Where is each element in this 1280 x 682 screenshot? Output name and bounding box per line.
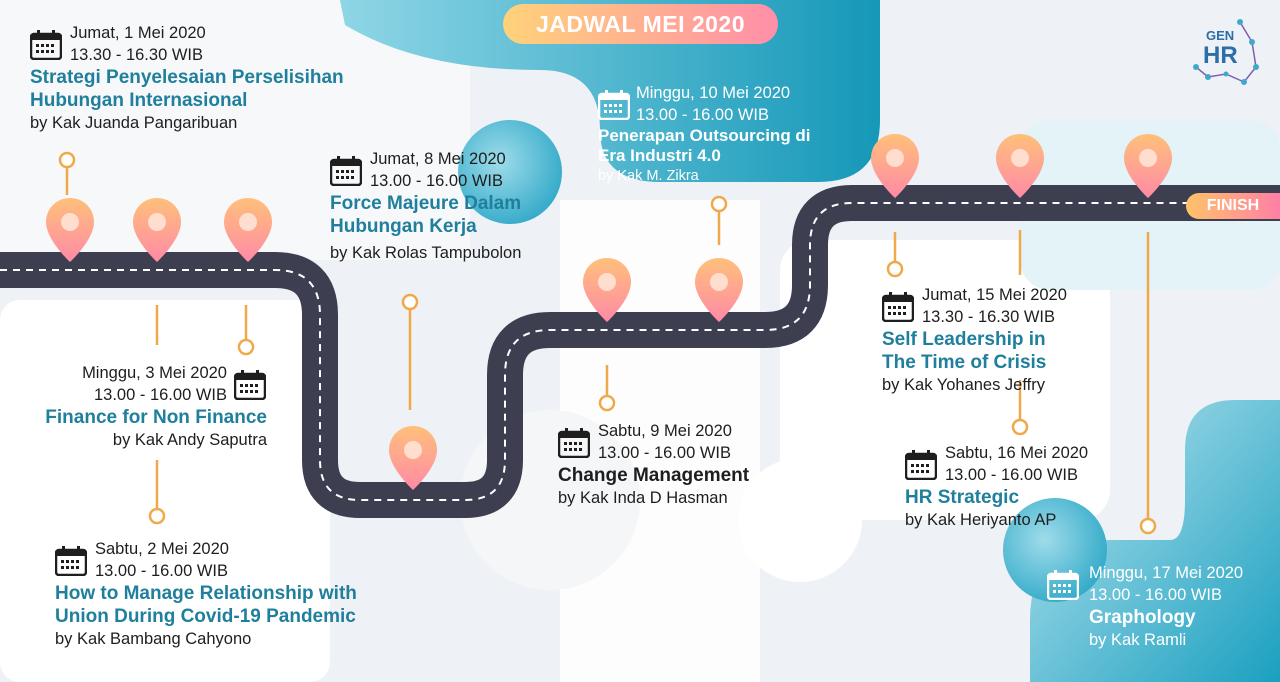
event-title: Penerapan Outsourcing di (598, 126, 811, 145)
event-time: 13.00 - 16.00 WIB (94, 386, 227, 404)
event-speaker: by Kak Ramli (1089, 631, 1187, 649)
event-title: Self Leadership in (882, 329, 1046, 350)
event-7 (882, 284, 1067, 397)
event-time: 13.30 - 16.30 WIB (922, 308, 1055, 326)
event-date: Minggu, 17 Mei 2020 (1089, 564, 1244, 582)
event-speaker: by Kak Andy Saputra (112, 431, 267, 449)
event-speaker: by Kak M. Zikra (598, 168, 699, 184)
event-title: The Time of Crisis (882, 352, 1047, 373)
event-speaker: by Kak Rolas Tampubolon (330, 244, 522, 262)
event-date: Sabtu, 16 Mei 2020 (945, 444, 1089, 462)
event-4 (330, 148, 521, 265)
event-time: 13.30 - 16.30 WIB (70, 46, 203, 64)
calendar-icon (905, 450, 937, 480)
event-title: Graphology (1089, 607, 1196, 628)
event-5 (598, 82, 811, 186)
event-speaker: by Kak Inda D Hasman (558, 489, 728, 507)
calendar-icon (30, 30, 62, 60)
event-date: Sabtu, 2 Mei 2020 (95, 540, 229, 558)
calendar-icon (234, 370, 266, 400)
event-time: 13.00 - 16.00 WIB (95, 562, 228, 580)
event-date: Minggu, 10 Mei 2020 (636, 84, 791, 102)
event-title: Era Industri 4.0 (598, 146, 721, 165)
genhr-logo (1186, 12, 1266, 92)
event-date: Jumat, 15 Mei 2020 (922, 286, 1067, 304)
event-1 (30, 22, 344, 135)
calendar-icon (558, 428, 590, 458)
event-date: Jumat, 1 Mei 2020 (70, 24, 206, 42)
logo-text-hr: HR (1203, 42, 1238, 69)
event-speaker: by Kak Bambang Cahyono (55, 630, 252, 648)
event-time: 13.00 - 16.00 WIB (1089, 586, 1222, 604)
page-title: JADWAL MEI 2020 (503, 4, 778, 44)
event-title: Hubungan Internasional (30, 90, 248, 111)
event-title: Hubungan Kerja (330, 216, 477, 237)
event-speaker: by Kak Yohanes Jeffry (882, 376, 1045, 394)
event-date: Jumat, 8 Mei 2020 (370, 150, 506, 168)
calendar-icon (330, 156, 362, 186)
event-9 (1047, 562, 1243, 652)
event-date: Sabtu, 9 Mei 2020 (598, 422, 732, 440)
calendar-icon (55, 546, 87, 576)
event-title: HR Strategic (905, 487, 1020, 508)
event-time: 13.00 - 16.00 WIB (370, 172, 503, 190)
event-title: Strategi Penyelesaian Perselisihan (30, 67, 344, 88)
calendar-icon (1047, 570, 1079, 600)
event-title: Force Majeure Dalam (330, 193, 522, 214)
event-8 (905, 442, 1088, 532)
event-time: 13.00 - 16.00 WIB (598, 444, 731, 462)
event-6 (558, 420, 749, 510)
finish-badge: FINISH (1186, 193, 1280, 219)
event-date: Minggu, 3 Mei 2020 (82, 364, 227, 382)
calendar-icon (882, 292, 914, 322)
event-3 (55, 538, 357, 651)
event-time: 13.00 - 16.00 WIB (636, 106, 769, 124)
event-speaker: by Kak Juanda Pangaribuan (30, 114, 238, 132)
event-speaker: by Kak Heriyanto AP (905, 511, 1057, 529)
logo-text-gen: GEN (1206, 28, 1235, 43)
event-title: Union During Covid-19 Pandemic (55, 606, 356, 627)
event-time: 13.00 - 16.00 WIB (945, 466, 1078, 484)
event-title: Finance for Non Finance (45, 407, 267, 428)
event-title: How to Manage Relationship with (55, 583, 357, 604)
event-title: Change Management (558, 465, 750, 486)
calendar-icon (598, 90, 630, 120)
event-2 (17, 362, 267, 452)
